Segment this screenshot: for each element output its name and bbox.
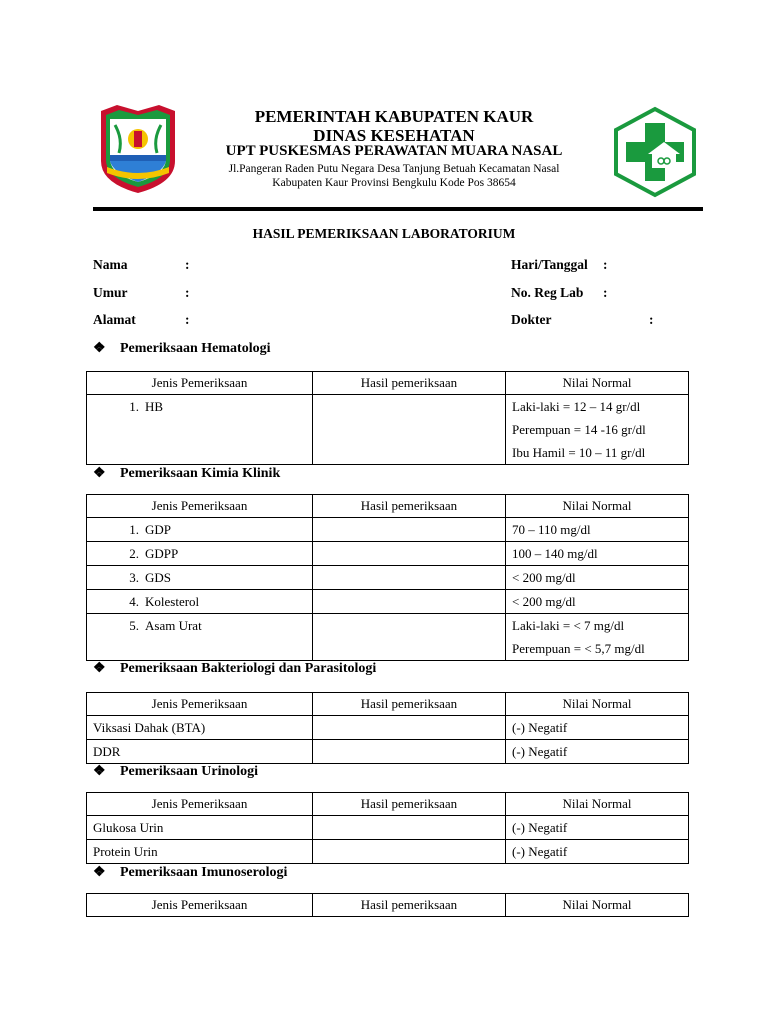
column-header-nilai: Nilai Normal	[506, 894, 689, 917]
row-number: 2.	[129, 546, 139, 561]
field-no-reg-lab-label: No. Reg Lab	[511, 285, 584, 300]
exam-name-cell	[87, 518, 313, 542]
exam-name-cell	[87, 614, 313, 661]
normal-value-cell	[506, 740, 689, 764]
result-input-cell[interactable]	[313, 395, 506, 465]
normal-value-line: Ibu Hamil = 10 – 11 gr/dl	[512, 445, 646, 460]
result-input-cell[interactable]	[313, 518, 506, 542]
field-hari-tanggal-label: Hari/Tanggal	[511, 257, 588, 272]
exam-name: Viksasi Dahak (BTA)	[93, 720, 206, 735]
document-title: HASIL PEMERIKSAAN LABORATORIUM	[252, 226, 516, 241]
diamond-bullet-icon: ❖	[93, 466, 106, 481]
column-header-hasil: Hasil pemeriksaan	[313, 894, 506, 917]
table-row	[87, 614, 689, 661]
header-line-government: PEMERINTAH KABUPATEN KAUR	[254, 107, 534, 126]
exam-name-cell	[87, 840, 313, 864]
table-header-row	[87, 495, 689, 518]
section-title-urinologi: ❖ Pemeriksaan Urinologi	[93, 764, 259, 779]
normal-value-line: 100 – 140 mg/dl	[512, 546, 598, 561]
exam-name: Asam Urat	[145, 618, 202, 633]
result-input-cell[interactable]	[313, 590, 506, 614]
normal-value-line: Laki-laki = < 7 mg/dl	[512, 618, 625, 633]
column-header-jenis: Jenis Pemeriksaan	[87, 372, 313, 395]
table-header-row	[87, 793, 689, 816]
table-header-row	[87, 894, 689, 917]
table-hematologi	[86, 371, 689, 465]
exam-name-cell	[87, 566, 313, 590]
exam-name-cell	[87, 590, 313, 614]
normal-value-cell	[506, 816, 689, 840]
section-title-imunoserologi: ❖ Pemeriksaan Imunoserologi	[93, 865, 288, 880]
result-input-cell[interactable]	[313, 614, 506, 661]
field-nama-colon: :	[185, 257, 190, 272]
field-no-reg-lab-colon: :	[603, 285, 608, 300]
field-alamat-colon: :	[185, 312, 190, 327]
column-header-hasil: Hasil pemeriksaan	[313, 372, 506, 395]
table-row	[87, 395, 689, 465]
result-input-cell[interactable]	[313, 840, 506, 864]
table-row	[87, 566, 689, 590]
exam-name: DDR	[93, 744, 121, 759]
row-number: 5.	[129, 618, 139, 633]
result-input-cell[interactable]	[313, 716, 506, 740]
section-title-hematologi: ❖ Pemeriksaan Hematologi	[93, 341, 271, 356]
column-header-nilai: Nilai Normal	[506, 693, 689, 716]
row-number: 3.	[129, 570, 139, 585]
header-line-puskesmas: UPT PUSKESMAS PERAWATAN MUARA NASAL	[225, 143, 563, 159]
normal-value-cell	[506, 518, 689, 542]
diamond-bullet-icon: ❖	[93, 341, 106, 356]
table-row	[87, 716, 689, 740]
table-row	[87, 542, 689, 566]
table-imunoserologi	[86, 893, 689, 917]
table-row	[87, 840, 689, 864]
exam-name: Protein Urin	[93, 844, 158, 859]
column-header-hasil: Hasil pemeriksaan	[313, 495, 506, 518]
normal-value-line: (-) Negatif	[512, 820, 568, 835]
column-header-jenis: Jenis Pemeriksaan	[87, 793, 313, 816]
normal-value-cell	[506, 566, 689, 590]
table-urinologi	[86, 792, 689, 864]
diamond-bullet-icon: ❖	[93, 764, 106, 779]
field-umur-label: Umur	[93, 285, 128, 300]
table-header-row	[87, 693, 689, 716]
header-address-1: Jl.Pangeran Raden Putu Negara Desa Tanjung Betuah Kecamatan Nasal	[228, 163, 560, 175]
header-address-2: Kabupaten Kaur Provinsi Bengkulu Kode Pos 38654	[272, 177, 516, 189]
result-input-cell[interactable]	[313, 542, 506, 566]
field-dokter-label: Dokter	[511, 312, 552, 327]
exam-name: GDP	[145, 522, 172, 537]
exam-name-cell	[87, 716, 313, 740]
column-header-hasil: Hasil pemeriksaan	[313, 793, 506, 816]
table-row	[87, 816, 689, 840]
result-input-cell[interactable]	[313, 816, 506, 840]
column-header-nilai: Nilai Normal	[506, 495, 689, 518]
normal-value-line: Perempuan = < 5,7 mg/dl	[512, 641, 645, 656]
table-row	[87, 518, 689, 542]
column-header-hasil: Hasil pemeriksaan	[313, 693, 506, 716]
field-nama-label: Nama	[93, 257, 128, 272]
result-input-cell[interactable]	[313, 740, 506, 764]
exam-name: HB	[145, 399, 164, 414]
normal-value-line: < 200 mg/dl	[512, 594, 576, 609]
header-line-dinas: DINAS KESEHATAN	[313, 126, 475, 145]
field-alamat-label: Alamat	[93, 312, 136, 327]
exam-name: Kolesterol	[145, 594, 200, 609]
normal-value-line: (-) Negatif	[512, 844, 568, 859]
diamond-bullet-icon: ❖	[93, 865, 106, 880]
row-number: 1.	[129, 522, 139, 537]
field-dokter-colon: :	[649, 312, 654, 327]
table-bakteriologi	[86, 692, 689, 764]
exam-name: GDPP	[145, 546, 179, 561]
column-header-jenis: Jenis Pemeriksaan	[87, 894, 313, 917]
normal-value-line: (-) Negatif	[512, 744, 568, 759]
result-input-cell[interactable]	[313, 566, 506, 590]
row-number: 4.	[129, 594, 139, 609]
exam-name-cell	[87, 816, 313, 840]
normal-value-cell	[506, 716, 689, 740]
exam-name: Glukosa Urin	[93, 820, 164, 835]
field-umur-colon: :	[185, 285, 190, 300]
table-row	[87, 590, 689, 614]
normal-value-line: < 200 mg/dl	[512, 570, 576, 585]
table-header-row	[87, 372, 689, 395]
table-row	[87, 740, 689, 764]
normal-value-cell	[506, 840, 689, 864]
row-number: 1.	[129, 399, 139, 414]
column-header-nilai: Nilai Normal	[506, 793, 689, 816]
normal-value-line: 70 – 110 mg/dl	[512, 522, 591, 537]
normal-value-line: Perempuan = 14 -16 gr/dl	[512, 422, 646, 437]
field-hari-tanggal-colon: :	[603, 257, 608, 272]
section-title-bakteriologi: ❖ Pemeriksaan Bakteriologi dan Parasitologi	[93, 661, 377, 676]
normal-value-line: (-) Negatif	[512, 720, 568, 735]
column-header-nilai: Nilai Normal	[506, 372, 689, 395]
normal-value-cell	[506, 395, 689, 465]
kabupaten-kaur-emblem	[97, 103, 179, 195]
exam-name-cell	[87, 395, 313, 465]
normal-value-cell	[506, 590, 689, 614]
exam-name-cell	[87, 740, 313, 764]
exam-name: GDS	[145, 570, 172, 585]
normal-value-cell	[506, 542, 689, 566]
column-header-jenis: Jenis Pemeriksaan	[87, 693, 313, 716]
puskesmas-logo	[612, 106, 698, 198]
header-divider	[93, 207, 703, 211]
diamond-bullet-icon: ❖	[93, 661, 106, 676]
normal-value-cell	[506, 614, 689, 661]
section-title-kimia-klinik: ❖ Pemeriksaan Kimia Klinik	[93, 466, 281, 481]
column-header-jenis: Jenis Pemeriksaan	[87, 495, 313, 518]
normal-value-line: Laki-laki = 12 – 14 gr/dl	[512, 399, 641, 414]
table-kimia-klinik	[86, 494, 689, 661]
exam-name-cell	[87, 542, 313, 566]
